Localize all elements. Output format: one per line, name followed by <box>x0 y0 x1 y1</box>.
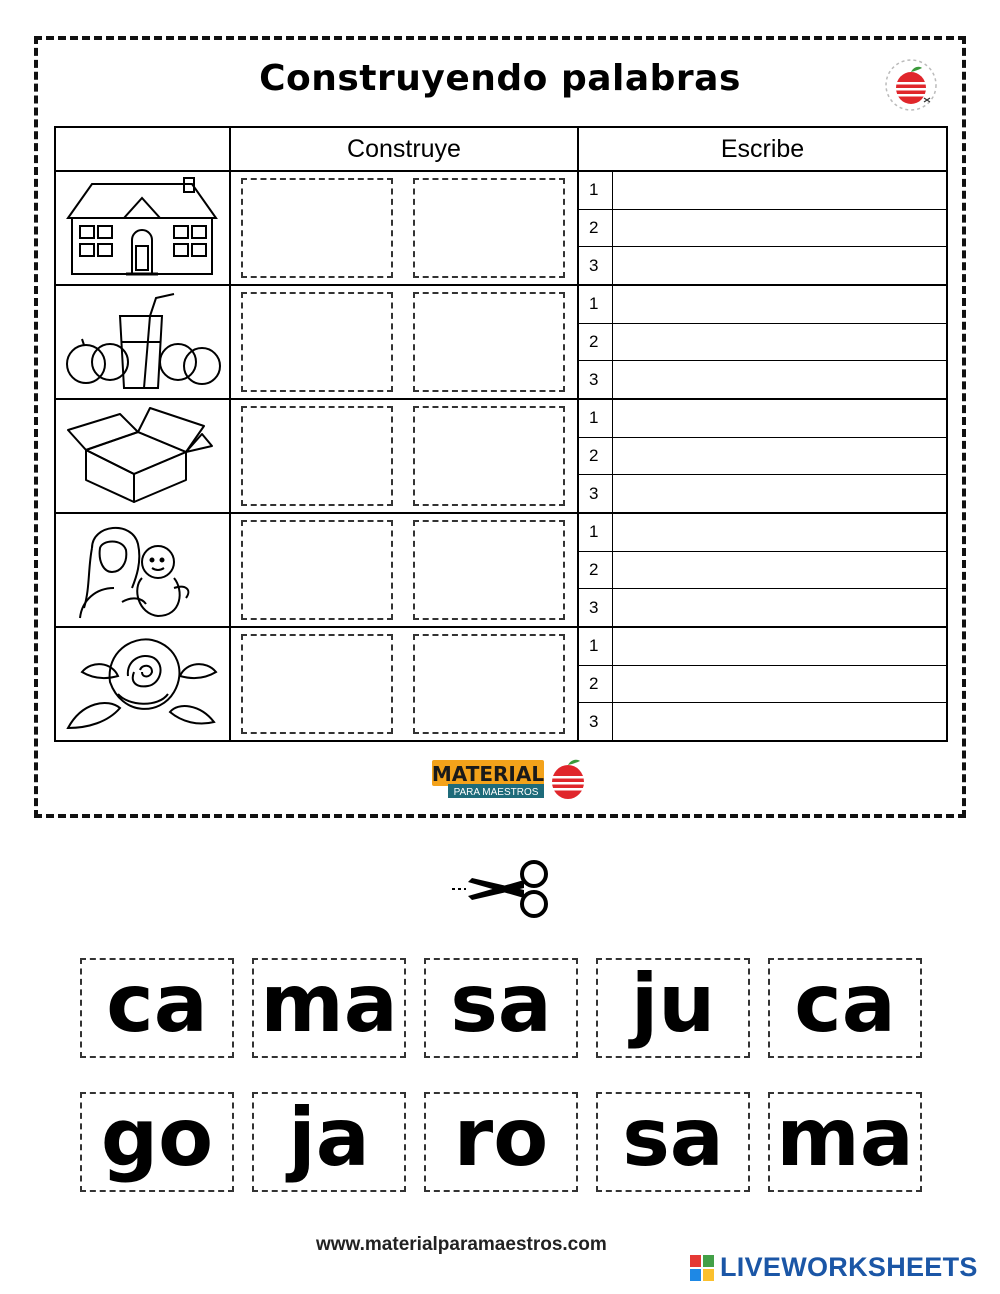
construye-cell <box>230 399 578 513</box>
line-number: 3 <box>579 361 613 398</box>
escribe-cell <box>578 171 947 285</box>
write-line[interactable] <box>613 247 946 284</box>
syllable-card[interactable]: ma <box>252 958 406 1058</box>
write-line[interactable] <box>613 552 946 589</box>
header-construye: Construye <box>230 127 578 171</box>
syllable-card[interactable]: sa <box>596 1092 750 1192</box>
juice-cell <box>55 285 230 399</box>
brand-name: MATERIAL <box>431 762 545 786</box>
liveworksheets-label: LIVEWORKSHEETS <box>720 1252 978 1282</box>
brand-subtitle: PARA MAESTROS <box>453 787 539 798</box>
write-line[interactable] <box>613 172 946 209</box>
write-line[interactable] <box>613 703 946 740</box>
write-line[interactable] <box>613 324 946 361</box>
line-number: 2 <box>579 552 613 589</box>
write-line[interactable] <box>613 286 946 323</box>
write-line[interactable] <box>613 666 946 703</box>
word-table <box>54 126 948 742</box>
header-escribe: Escribe <box>578 127 947 171</box>
box-cell <box>55 399 230 513</box>
drop-slot[interactable] <box>241 406 393 506</box>
drop-slot[interactable] <box>241 520 393 620</box>
line-number: 1 <box>579 286 613 323</box>
drop-slot[interactable] <box>413 292 565 392</box>
liveworksheets-badge <box>690 1252 978 1283</box>
drop-slot[interactable] <box>413 634 565 734</box>
syllable-card[interactable]: ju <box>596 958 750 1058</box>
write-line[interactable] <box>613 361 946 398</box>
escribe-cell <box>578 513 947 627</box>
rose-icon <box>62 632 222 734</box>
line-number: 3 <box>579 247 613 284</box>
brand-apple-icon <box>552 760 584 799</box>
syllable-card[interactable]: ca <box>768 958 922 1058</box>
line-number: 1 <box>579 514 613 551</box>
rose-cell <box>55 627 230 741</box>
mother-baby-cell <box>55 513 230 627</box>
syllable-card[interactable]: ma <box>768 1092 922 1192</box>
header-image <box>55 127 230 171</box>
syllable-card[interactable]: go <box>80 1092 234 1192</box>
syllable-card[interactable]: sa <box>424 958 578 1058</box>
construye-cell <box>230 171 578 285</box>
write-line[interactable] <box>613 210 946 247</box>
liveworksheets-logo-icon <box>690 1255 714 1281</box>
line-number: 2 <box>579 210 613 247</box>
line-number: 2 <box>579 438 613 475</box>
line-number: 1 <box>579 400 613 437</box>
footer-url: www.materialparamaestros.com <box>316 1234 607 1255</box>
drop-slot[interactable] <box>241 178 393 278</box>
line-number: 1 <box>579 628 613 665</box>
house-icon <box>62 176 222 278</box>
write-line[interactable] <box>613 438 946 475</box>
line-number: 1 <box>579 172 613 209</box>
drop-slot[interactable] <box>241 634 393 734</box>
house-cell <box>55 171 230 285</box>
apple-logo-icon <box>884 58 938 112</box>
escribe-cell <box>578 399 947 513</box>
write-line[interactable] <box>613 628 946 665</box>
construye-cell <box>230 627 578 741</box>
write-line[interactable] <box>613 400 946 437</box>
scissors-icon <box>450 858 554 920</box>
escribe-cell <box>578 627 947 741</box>
syllable-card[interactable]: ca <box>80 958 234 1058</box>
drop-slot[interactable] <box>413 178 565 278</box>
brand-logo <box>430 756 590 802</box>
juice-icon <box>62 290 222 392</box>
escribe-cell <box>578 285 947 399</box>
construye-cell <box>230 285 578 399</box>
mother-baby-icon <box>62 518 222 620</box>
drop-slot[interactable] <box>413 406 565 506</box>
construye-cell <box>230 513 578 627</box>
box-icon <box>62 404 222 506</box>
line-number: 3 <box>579 589 613 626</box>
drop-slot[interactable] <box>241 292 393 392</box>
line-number: 3 <box>579 475 613 512</box>
write-line[interactable] <box>613 475 946 512</box>
write-line[interactable] <box>613 589 946 626</box>
drop-slot[interactable] <box>413 520 565 620</box>
syllable-card[interactable]: ja <box>252 1092 406 1192</box>
line-number: 2 <box>579 666 613 703</box>
line-number: 3 <box>579 703 613 740</box>
write-line[interactable] <box>613 514 946 551</box>
page-title: Construyendo palabras <box>259 58 741 99</box>
line-number: 2 <box>579 324 613 361</box>
syllable-card[interactable]: ro <box>424 1092 578 1192</box>
